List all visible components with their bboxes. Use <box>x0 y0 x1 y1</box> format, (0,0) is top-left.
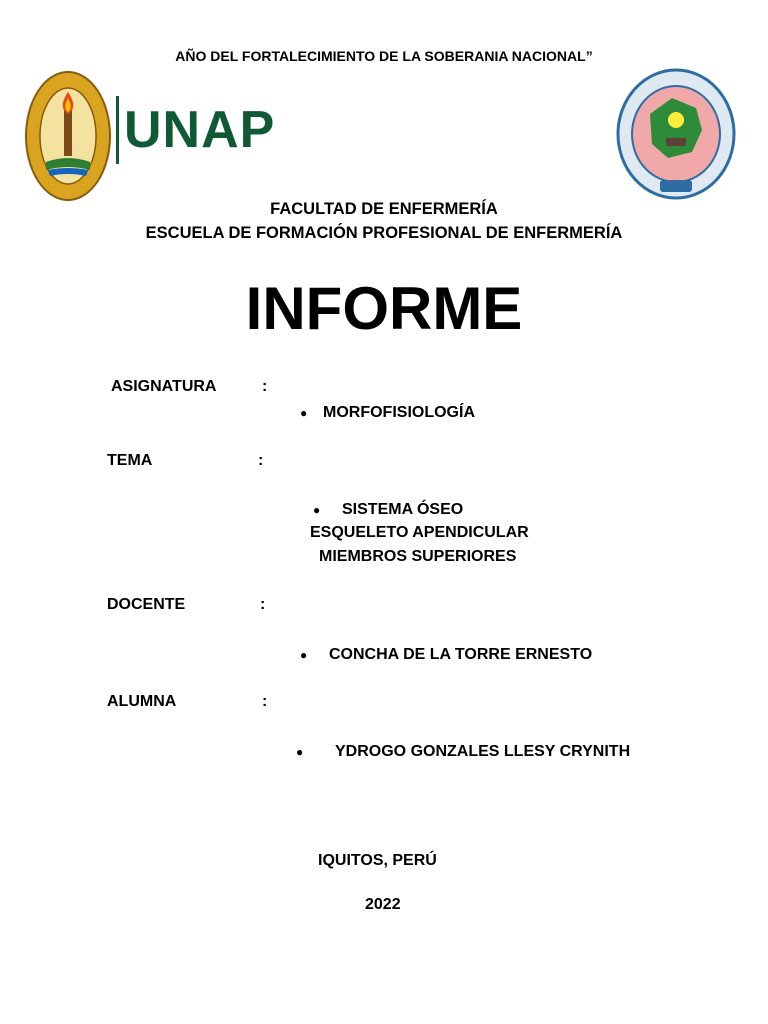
year-title: AÑO DEL FORTALECIMIENTO DE LA SOBERANIA NACIONAL” <box>175 48 593 64</box>
faculty-name: FACULTAD DE ENFERMERÍA <box>270 200 498 218</box>
teacher-value: CONCHA DE LA TORRE ERNESTO <box>329 646 593 663</box>
unap-logo-text: UNAP <box>124 101 276 159</box>
student-colon: : <box>262 693 268 710</box>
student-label: ALUMNA <box>107 693 177 710</box>
topic-line-1: SISTEMA ÓSEO <box>342 501 464 518</box>
document-title: INFORME <box>245 275 523 342</box>
topic-line-3: MIEMBROS SUPERIORES <box>319 548 517 565</box>
bullet-icon: ● <box>296 745 304 759</box>
bullet-icon: ● <box>313 503 321 517</box>
subject-value: MORFOFISIOLOGÍA <box>323 404 475 421</box>
bullet-icon: ● <box>300 406 308 420</box>
faculty-seal-logo <box>616 68 736 200</box>
subject-colon: : <box>262 378 268 395</box>
topic-line-2: ESQUELETO APENDICULAR <box>310 524 529 541</box>
topic-label: TEMA <box>107 452 153 469</box>
school-name: ESCUELA DE FORMACIÓN PROFESIONAL DE ENFERMERÍA <box>145 224 623 242</box>
year-text: 2022 <box>365 896 401 913</box>
student-value: YDROGO GONZALES LLESY CRYNITH <box>335 743 631 760</box>
teacher-label: DOCENTE <box>107 596 186 613</box>
university-seal-logo <box>24 70 112 202</box>
topic-colon: : <box>258 452 264 469</box>
logo-divider <box>116 96 119 164</box>
city-text: IQUITOS, PERÚ <box>318 852 437 869</box>
teacher-colon: : <box>260 596 266 613</box>
bullet-icon: ● <box>300 648 308 662</box>
subject-label: ASIGNATURA <box>111 378 217 395</box>
